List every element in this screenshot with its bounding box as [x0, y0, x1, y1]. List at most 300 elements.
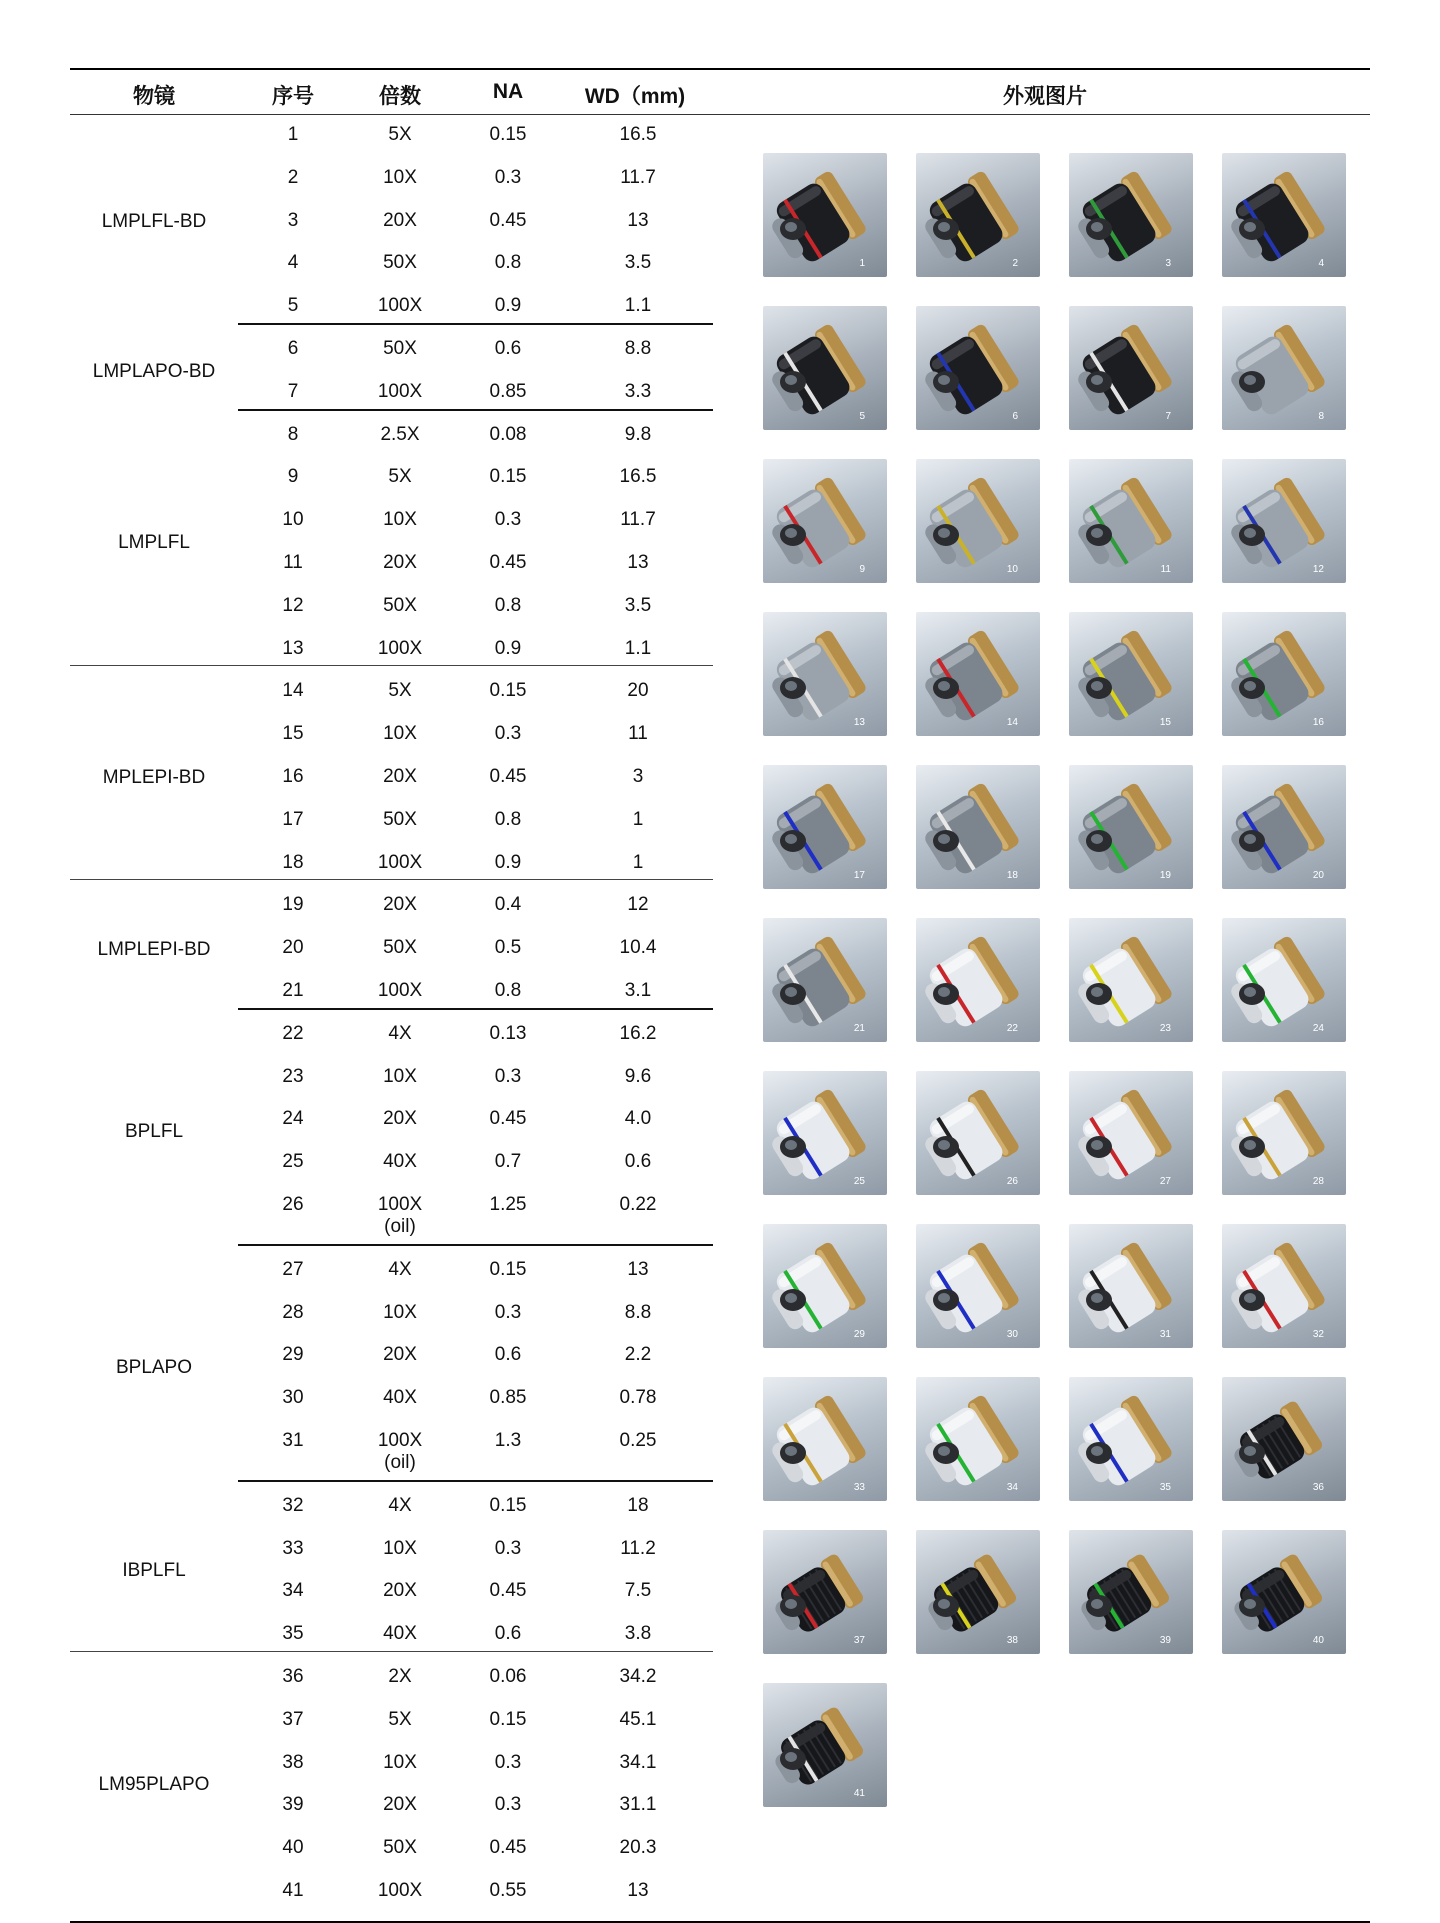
objective-photo	[916, 306, 1040, 430]
row-magnification: 40X	[383, 1623, 417, 1645]
row-na: 0.3	[494, 1751, 522, 1773]
row-na: 0.55	[489, 1880, 527, 1901]
row-na: 0.15	[489, 1258, 527, 1280]
objective-photo	[763, 765, 887, 889]
row-wd: 11.7	[620, 166, 656, 188]
objective-photo	[763, 1530, 887, 1654]
row-na: 0.7	[494, 1151, 522, 1173]
row-wd: 3.5	[624, 252, 652, 274]
row-index: 31	[282, 1430, 304, 1451]
objective-series-name: LM95PLAPO	[98, 1774, 210, 1796]
objective-photo	[916, 459, 1040, 583]
row-magnification: 2X	[388, 1666, 412, 1687]
photo-number: 13	[853, 717, 865, 728]
row-na: 0.4	[494, 894, 522, 916]
row-na: 0.6	[494, 1344, 522, 1366]
photo-number: 29	[853, 1329, 865, 1340]
row-index: 28	[282, 1301, 304, 1323]
row-na: 0.45	[489, 1108, 527, 1130]
row-wd: 3	[632, 766, 644, 787]
row-na: 0.3	[494, 1537, 522, 1559]
row-magnification: 10X	[383, 1065, 417, 1087]
row-magnification: 10X	[383, 1537, 417, 1559]
photo-number: 30	[1006, 1329, 1018, 1340]
photo-number: 2	[1012, 258, 1018, 269]
objective-series-name: LMPLAPO-BD	[92, 360, 216, 382]
photo-number: 10	[1006, 564, 1018, 575]
header-index: 序号	[272, 85, 314, 108]
objective-lens-illustration	[1222, 306, 1346, 430]
row-magnification: 100X	[377, 380, 423, 402]
row-magnification-note: (oil)	[384, 1216, 416, 1237]
row-wd: 9.8	[624, 423, 652, 445]
objective-lens-illustration	[1069, 459, 1193, 583]
photo-number: 11	[1160, 564, 1171, 575]
row-wd: 13	[627, 209, 649, 231]
row-wd: 11	[628, 723, 648, 745]
table-top-rule	[70, 68, 1370, 70]
objective-photo	[916, 765, 1040, 889]
row-wd: 3.1	[624, 980, 652, 1001]
objective-photo	[1069, 1071, 1193, 1195]
objective-photo	[763, 1377, 887, 1501]
row-na: 0.8	[494, 252, 522, 274]
objective-photo	[916, 153, 1040, 277]
objective-photo	[1222, 1071, 1346, 1195]
photo-number: 22	[1006, 1023, 1018, 1034]
photo-number: 36	[1312, 1482, 1324, 1493]
objective-lens-illustration	[763, 1071, 887, 1195]
photo-number: 26	[1006, 1176, 1018, 1187]
row-na: 1.25	[489, 1194, 527, 1215]
row-magnification-note: (oil)	[384, 1452, 416, 1473]
objective-photo	[763, 306, 887, 430]
row-na: 0.15	[489, 1708, 527, 1730]
row-magnification: 4X	[388, 1258, 412, 1280]
row-index: 16	[282, 766, 304, 787]
row-wd: 3.8	[624, 1623, 652, 1645]
group-separator	[70, 665, 713, 666]
row-magnification: 100X	[377, 980, 423, 1001]
row-index: 40	[282, 1837, 304, 1859]
header-magnification: 倍数	[379, 85, 421, 108]
row-magnification: 50X	[383, 808, 417, 830]
row-wd: 8.8	[624, 1301, 652, 1323]
row-index: 23	[282, 1065, 304, 1087]
row-index: 22	[282, 1022, 304, 1044]
photo-number: 25	[853, 1176, 865, 1187]
photo-number: 5	[859, 411, 865, 422]
photo-number: 20	[1312, 870, 1324, 881]
row-na: 0.9	[494, 637, 522, 659]
row-na: 0.85	[489, 1387, 527, 1409]
row-na: 0.13	[489, 1022, 527, 1044]
objective-lens-illustration	[916, 459, 1040, 583]
photo-number: 32	[1312, 1329, 1324, 1340]
row-na: 0.8	[494, 980, 522, 1001]
row-na: 0.85	[489, 380, 527, 402]
objective-lens-illustration	[916, 1377, 1040, 1501]
objective-photo	[1069, 1377, 1193, 1501]
objective-photo	[1222, 306, 1346, 430]
row-index: 21	[282, 980, 304, 1001]
row-index: 24	[282, 1108, 304, 1130]
photo-number: 40	[1312, 1635, 1324, 1646]
row-wd: 20.3	[619, 1837, 657, 1859]
row-index: 10	[282, 509, 304, 531]
objective-photo	[763, 1683, 887, 1807]
group-separator	[238, 1480, 713, 1482]
objective-lens-illustration	[1222, 765, 1346, 889]
objective-lens-illustration	[1222, 1530, 1346, 1654]
objective-lens-illustration	[763, 459, 887, 583]
row-index: 35	[282, 1623, 304, 1645]
objective-photo	[1069, 1530, 1193, 1654]
row-wd: 16.2	[619, 1022, 657, 1044]
row-index: 1	[287, 124, 299, 145]
photo-number: 41	[853, 1788, 865, 1799]
objective-photo	[1069, 153, 1193, 277]
row-index: 25	[282, 1151, 304, 1173]
objective-photo	[1069, 1224, 1193, 1348]
row-wd: 7.5	[624, 1580, 652, 1602]
row-index: 36	[282, 1666, 304, 1687]
objective-photo	[1069, 918, 1193, 1042]
row-na: 0.45	[489, 1580, 527, 1602]
row-magnification: 50X	[383, 1837, 417, 1859]
row-wd: 9.6	[624, 1065, 652, 1087]
objective-photo	[763, 459, 887, 583]
objective-lens-illustration	[916, 918, 1040, 1042]
objective-lens-illustration	[1222, 918, 1346, 1042]
row-magnification: 10X	[383, 1301, 417, 1323]
row-index: 32	[282, 1494, 304, 1516]
row-wd: 1.1	[624, 295, 652, 317]
row-index: 27	[282, 1258, 304, 1280]
row-index: 15	[282, 723, 304, 745]
objective-lens-illustration	[1069, 765, 1193, 889]
objective-photo	[763, 1224, 887, 1348]
row-index: 6	[287, 338, 299, 359]
row-wd: 11.7	[620, 509, 656, 531]
row-na: 0.15	[489, 680, 527, 702]
group-separator	[70, 1651, 713, 1652]
objective-lens-illustration	[916, 153, 1040, 277]
objective-lens-illustration	[1222, 153, 1346, 277]
objective-lens-illustration	[1222, 459, 1346, 583]
row-na: 1.3	[494, 1430, 522, 1451]
objective-photo	[763, 1071, 887, 1195]
objective-photo	[916, 1071, 1040, 1195]
objective-photo	[916, 612, 1040, 736]
row-index: 17	[282, 808, 304, 830]
header-objective: 物镜	[133, 85, 175, 108]
objective-photo	[1222, 1530, 1346, 1654]
row-magnification: 2.5X	[380, 423, 420, 445]
row-magnification: 100X	[377, 295, 423, 317]
row-wd: 34.1	[619, 1751, 657, 1773]
row-wd: 16.5	[619, 466, 657, 488]
objective-photo	[916, 1377, 1040, 1501]
objective-lens-illustration	[916, 1530, 1040, 1654]
objective-lens-illustration	[763, 1224, 887, 1348]
row-wd: 10.4	[619, 937, 657, 959]
row-magnification: 100X	[377, 1194, 423, 1215]
row-magnification: 100X	[377, 1880, 423, 1901]
header-wd: WD（mm)	[584, 85, 686, 108]
objective-photo	[916, 918, 1040, 1042]
photo-number: 33	[853, 1482, 865, 1493]
row-wd: 13	[627, 552, 649, 573]
row-index: 30	[282, 1387, 304, 1409]
objective-lens-illustration	[1069, 153, 1193, 277]
objective-photo	[1069, 306, 1193, 430]
objective-lens-illustration	[916, 306, 1040, 430]
photo-number: 6	[1012, 411, 1018, 422]
row-magnification: 5X	[388, 466, 412, 488]
row-na: 0.9	[494, 851, 522, 873]
row-index: 12	[282, 594, 304, 616]
row-magnification: 20X	[383, 1794, 417, 1816]
row-wd: 45.1	[619, 1708, 657, 1730]
row-wd: 12	[627, 894, 649, 916]
photo-number: 9	[859, 564, 865, 575]
objective-photo	[916, 1530, 1040, 1654]
row-na: 0.45	[489, 209, 527, 231]
row-magnification: 100X	[377, 851, 423, 873]
row-wd: 3.5	[624, 594, 652, 616]
row-magnification: 5X	[388, 1708, 412, 1730]
objective-photo	[763, 153, 887, 277]
objective-lens-illustration	[1069, 1530, 1193, 1654]
row-index: 11	[283, 552, 303, 573]
photo-number: 19	[1159, 870, 1171, 881]
objective-lens-illustration	[916, 612, 1040, 736]
row-wd: 13	[627, 1880, 649, 1901]
row-na: 0.15	[489, 124, 527, 145]
objective-photo	[1222, 1224, 1346, 1348]
row-magnification: 20X	[383, 1108, 417, 1130]
row-wd: 1.1	[624, 637, 652, 659]
objective-lens-illustration	[1222, 1071, 1346, 1195]
row-na: 0.3	[494, 1065, 522, 1087]
objective-series-name: BPLAPO	[115, 1356, 193, 1378]
row-wd: 34.2	[619, 1666, 657, 1687]
row-wd: 3.3	[624, 380, 652, 402]
row-index: 34	[282, 1580, 304, 1602]
row-na: 0.5	[494, 937, 522, 959]
header-appearance: 外观图片	[1003, 85, 1087, 108]
group-separator	[238, 323, 713, 325]
objective-lens-illustration	[1222, 612, 1346, 736]
objective-lens-illustration	[916, 765, 1040, 889]
row-magnification: 20X	[383, 894, 417, 916]
row-wd: 0.6	[624, 1151, 652, 1173]
photo-number: 14	[1006, 717, 1018, 728]
row-index: 13	[282, 637, 304, 659]
row-na: 0.15	[489, 466, 527, 488]
row-wd: 20	[627, 680, 649, 702]
row-wd: 16.5	[619, 124, 657, 145]
photo-number: 31	[1159, 1329, 1171, 1340]
row-wd: 0.22	[619, 1194, 657, 1215]
group-separator	[238, 409, 713, 411]
row-index: 8	[287, 423, 299, 445]
photo-number: 24	[1312, 1023, 1324, 1034]
objective-lens-illustration	[1069, 918, 1193, 1042]
row-na: 0.8	[494, 594, 522, 616]
row-na: 0.8	[494, 808, 522, 830]
row-index: 7	[287, 380, 299, 402]
objective-lens-illustration	[1222, 1224, 1346, 1348]
row-index: 19	[282, 894, 304, 916]
row-index: 3	[287, 209, 299, 231]
photo-number: 1	[859, 258, 865, 269]
objective-photo	[1069, 765, 1193, 889]
objective-lens-illustration	[763, 918, 887, 1042]
objective-lens-illustration	[763, 153, 887, 277]
photo-number: 15	[1159, 717, 1171, 728]
photo-number: 3	[1165, 258, 1171, 269]
photo-number: 7	[1165, 411, 1171, 422]
row-na: 0.3	[494, 1794, 522, 1816]
objective-series-name: LMPLFL-BD	[101, 211, 207, 232]
objective-lens-illustration	[763, 612, 887, 736]
row-na: 0.45	[489, 552, 527, 573]
objective-lens-illustration	[916, 1071, 1040, 1195]
row-na: 0.45	[489, 1837, 527, 1859]
row-magnification: 20X	[383, 1580, 417, 1602]
row-index: 26	[282, 1194, 304, 1215]
group-separator	[238, 1244, 713, 1246]
row-magnification: 20X	[383, 1344, 417, 1366]
row-na: 0.3	[494, 166, 522, 188]
row-na: 0.9	[494, 295, 522, 317]
objective-photo	[1222, 153, 1346, 277]
objective-series-name: LMPLEPI-BD	[97, 938, 211, 960]
row-wd: 0.78	[619, 1387, 657, 1409]
objective-lens-illustration	[1069, 1377, 1193, 1501]
row-na: 0.15	[489, 1494, 527, 1516]
row-magnification: 100X	[377, 637, 423, 659]
row-magnification: 4X	[388, 1494, 412, 1516]
photo-number: 18	[1006, 870, 1018, 881]
objective-lens-illustration	[1222, 1377, 1346, 1501]
row-na: 0.08	[489, 423, 527, 445]
photo-number: 37	[853, 1635, 865, 1646]
row-magnification: 10X	[383, 1751, 417, 1773]
photo-number: 17	[853, 870, 865, 881]
row-index: 5	[287, 295, 299, 317]
row-wd: 8.8	[624, 338, 652, 359]
objective-lens-illustration	[1069, 306, 1193, 430]
row-index: 20	[282, 937, 304, 959]
objective-lens-illustration	[916, 1224, 1040, 1348]
objective-lens-illustration	[1069, 1224, 1193, 1348]
row-magnification: 50X	[383, 594, 417, 616]
row-index: 33	[282, 1537, 304, 1559]
objective-series-name: MPLEPI-BD	[102, 767, 206, 789]
row-wd: 1	[632, 808, 644, 830]
row-wd: 2.2	[624, 1344, 652, 1366]
objective-photo	[916, 1224, 1040, 1348]
row-index: 18	[282, 851, 304, 873]
row-magnification: 5X	[388, 124, 412, 145]
photo-number: 34	[1006, 1482, 1018, 1493]
objective-series-name: BPLFL	[124, 1120, 184, 1142]
objective-photo	[1069, 612, 1193, 736]
row-magnification: 100X	[377, 1430, 423, 1451]
objective-photo	[1222, 459, 1346, 583]
objective-photo	[1222, 612, 1346, 736]
row-index: 14	[282, 680, 304, 702]
objective-lens-illustration	[763, 1530, 887, 1654]
header-rule	[70, 114, 1370, 115]
row-magnification: 50X	[383, 338, 417, 359]
row-magnification: 10X	[383, 723, 417, 745]
objective-lens-illustration	[763, 306, 887, 430]
row-magnification: 20X	[383, 209, 417, 231]
objective-lens-illustration	[763, 765, 887, 889]
row-wd: 11.2	[620, 1537, 656, 1559]
objective-photo	[1222, 1377, 1346, 1501]
objective-series-name: LMPLFL	[118, 532, 190, 553]
photo-number: 12	[1312, 564, 1324, 575]
row-wd: 1	[632, 851, 644, 873]
photo-number: 16	[1312, 717, 1324, 728]
row-na: 0.6	[494, 338, 522, 359]
photo-number: 28	[1312, 1176, 1324, 1187]
photo-number: 23	[1159, 1023, 1171, 1034]
photo-number: 4	[1318, 258, 1324, 269]
row-index: 4	[287, 252, 299, 274]
row-index: 38	[282, 1751, 304, 1773]
row-magnification: 20X	[383, 766, 417, 787]
photo-number: 35	[1159, 1482, 1171, 1493]
row-index: 37	[282, 1708, 304, 1730]
objective-lens-illustration	[763, 1683, 887, 1807]
row-magnification: 4X	[388, 1022, 412, 1044]
row-magnification: 10X	[383, 166, 417, 188]
row-index: 9	[287, 466, 299, 488]
group-separator	[70, 879, 713, 880]
objective-series-name: IBPLFL	[122, 1560, 186, 1582]
row-na: 0.3	[494, 1301, 522, 1323]
row-magnification: 50X	[383, 937, 417, 959]
objective-lens-illustration	[763, 1377, 887, 1501]
objective-photo	[763, 918, 887, 1042]
row-index: 2	[287, 166, 299, 188]
photo-number: 21	[853, 1023, 865, 1034]
row-wd: 18	[627, 1494, 649, 1516]
row-index: 39	[282, 1794, 304, 1816]
objective-photo	[763, 612, 887, 736]
row-magnification: 40X	[383, 1387, 417, 1409]
row-index: 29	[282, 1344, 304, 1366]
row-magnification: 5X	[388, 680, 412, 702]
photo-number: 27	[1159, 1176, 1171, 1187]
objective-lens-illustration	[1069, 1071, 1193, 1195]
group-separator	[238, 1008, 713, 1010]
row-na: 0.06	[489, 1666, 527, 1687]
objective-lens-illustration	[1069, 612, 1193, 736]
photo-number: 38	[1006, 1635, 1018, 1646]
row-magnification: 50X	[383, 252, 417, 274]
objective-photo	[1222, 765, 1346, 889]
row-index: 41	[282, 1880, 304, 1901]
header-na: NA	[492, 80, 524, 103]
row-na: 0.3	[494, 723, 522, 745]
